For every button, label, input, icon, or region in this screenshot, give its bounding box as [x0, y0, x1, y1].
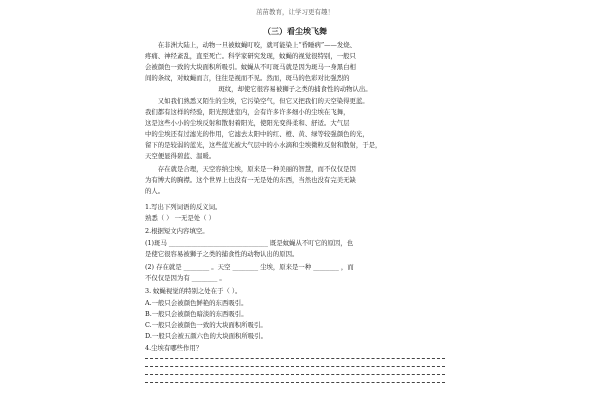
- passage-line: 天空便显得碧蓝、温暖。: [145, 152, 216, 160]
- passage-line: 存在就是合理，天空容纳尘埃，原来是一种美丽的智慧，而不仅仅是因: [157, 165, 356, 173]
- question-2-1-cont: 是使它很容易被狮子之类的捕食性的动物认出的原因。: [145, 250, 299, 258]
- passage-line: 的人。: [145, 187, 165, 195]
- answer-line: [145, 358, 445, 359]
- question-2-1: (1)斑马 _______________________________ 既是蚊蝇从不叮它的原因，也: [145, 239, 354, 247]
- passage-line: 留下的是较弱的蓝光，这些蓝光被大气层中的小水滴和尘埃微粒反射和散射，于是，: [145, 141, 382, 149]
- passage-line: 会被颜色一致的大块面积所吸引。蚊蝇从不叮斑马就是因为斑马一身黑白相: [145, 63, 356, 71]
- answer-line: [145, 366, 445, 367]
- question-2-2-cont: 不仅仅是因为有 ________ 。: [145, 274, 226, 282]
- passage-line: 间的条纹，对蚊蝇而言，往往是视而不见。然而，斑马的色彩对比强烈的: [145, 74, 350, 82]
- passage-line: 这是这些小小的尘埃反射和散射着阳光，使阳光变得柔和、舒适。大气层: [145, 119, 350, 127]
- option-b: B.一般只会被颜色暗淡的东西吸引。: [145, 310, 248, 318]
- question-1: 1.写出下列词语的反义词。: [145, 203, 222, 211]
- question-2-2: (2) 存在就是 ________ 。天空 ________ 尘埃，原来是一种 ________ ，而: [145, 263, 354, 271]
- page-title: （三）看尘埃飞舞: [263, 26, 327, 36]
- option-d: D.一般只会被五颜六色的大块面积所吸引。: [145, 332, 267, 340]
- answer-line: [145, 374, 445, 375]
- passage-line: 在非洲大陆上，动物一旦被蚊蝇叮咬，就可能染上“昏睡病”——发烧、: [157, 41, 357, 49]
- passage-line: 为有博大的胸襟。这个世界上也没有一无是处的东西，当然也没有完美无缺: [145, 176, 356, 184]
- option-a: A.一般只会被颜色鲜艳的东西吸引。: [145, 299, 248, 307]
- question-1-blanks: 熟悉（ ） 一无是处（ ）: [145, 214, 215, 222]
- passage-line: 中的尘埃还有过滤光的作用，它滤去太阳中的红、橙、黄、绿等较强颜色的光，: [145, 130, 369, 138]
- question-4: 4.尘埃有哪些作用？: [145, 344, 203, 352]
- passage-line: 又如我们熟悉又陌生的尘埃，它污染空气，但它又把我们的天空染得更蓝。: [157, 97, 369, 105]
- option-c: C.一般只会被颜色一致的大块面积所吸引。: [145, 321, 267, 329]
- passage-line: 斑纹，却使它很容易被狮子之类的捕食性的动物认出。: [218, 85, 372, 93]
- question-2: 2.根据短文内容填空。: [145, 227, 209, 235]
- passage-line: 疼痛、神经紊乱，直至死亡。科学家研究发现，蚊蝇的视觉很特别，一般只: [145, 52, 356, 60]
- passage-line: 我们都有这样的经验，阳光照进室内，会有许多许多细小的尘埃在飞舞，: [145, 108, 350, 116]
- worksheet-page: [145, 0, 445, 400]
- page-header: 茁苗教育，让学习更有趣！: [256, 8, 334, 16]
- question-3: 3. 蚊蝇视觉的特别之处在于（ ）。: [145, 287, 242, 295]
- answer-line: [145, 382, 445, 383]
